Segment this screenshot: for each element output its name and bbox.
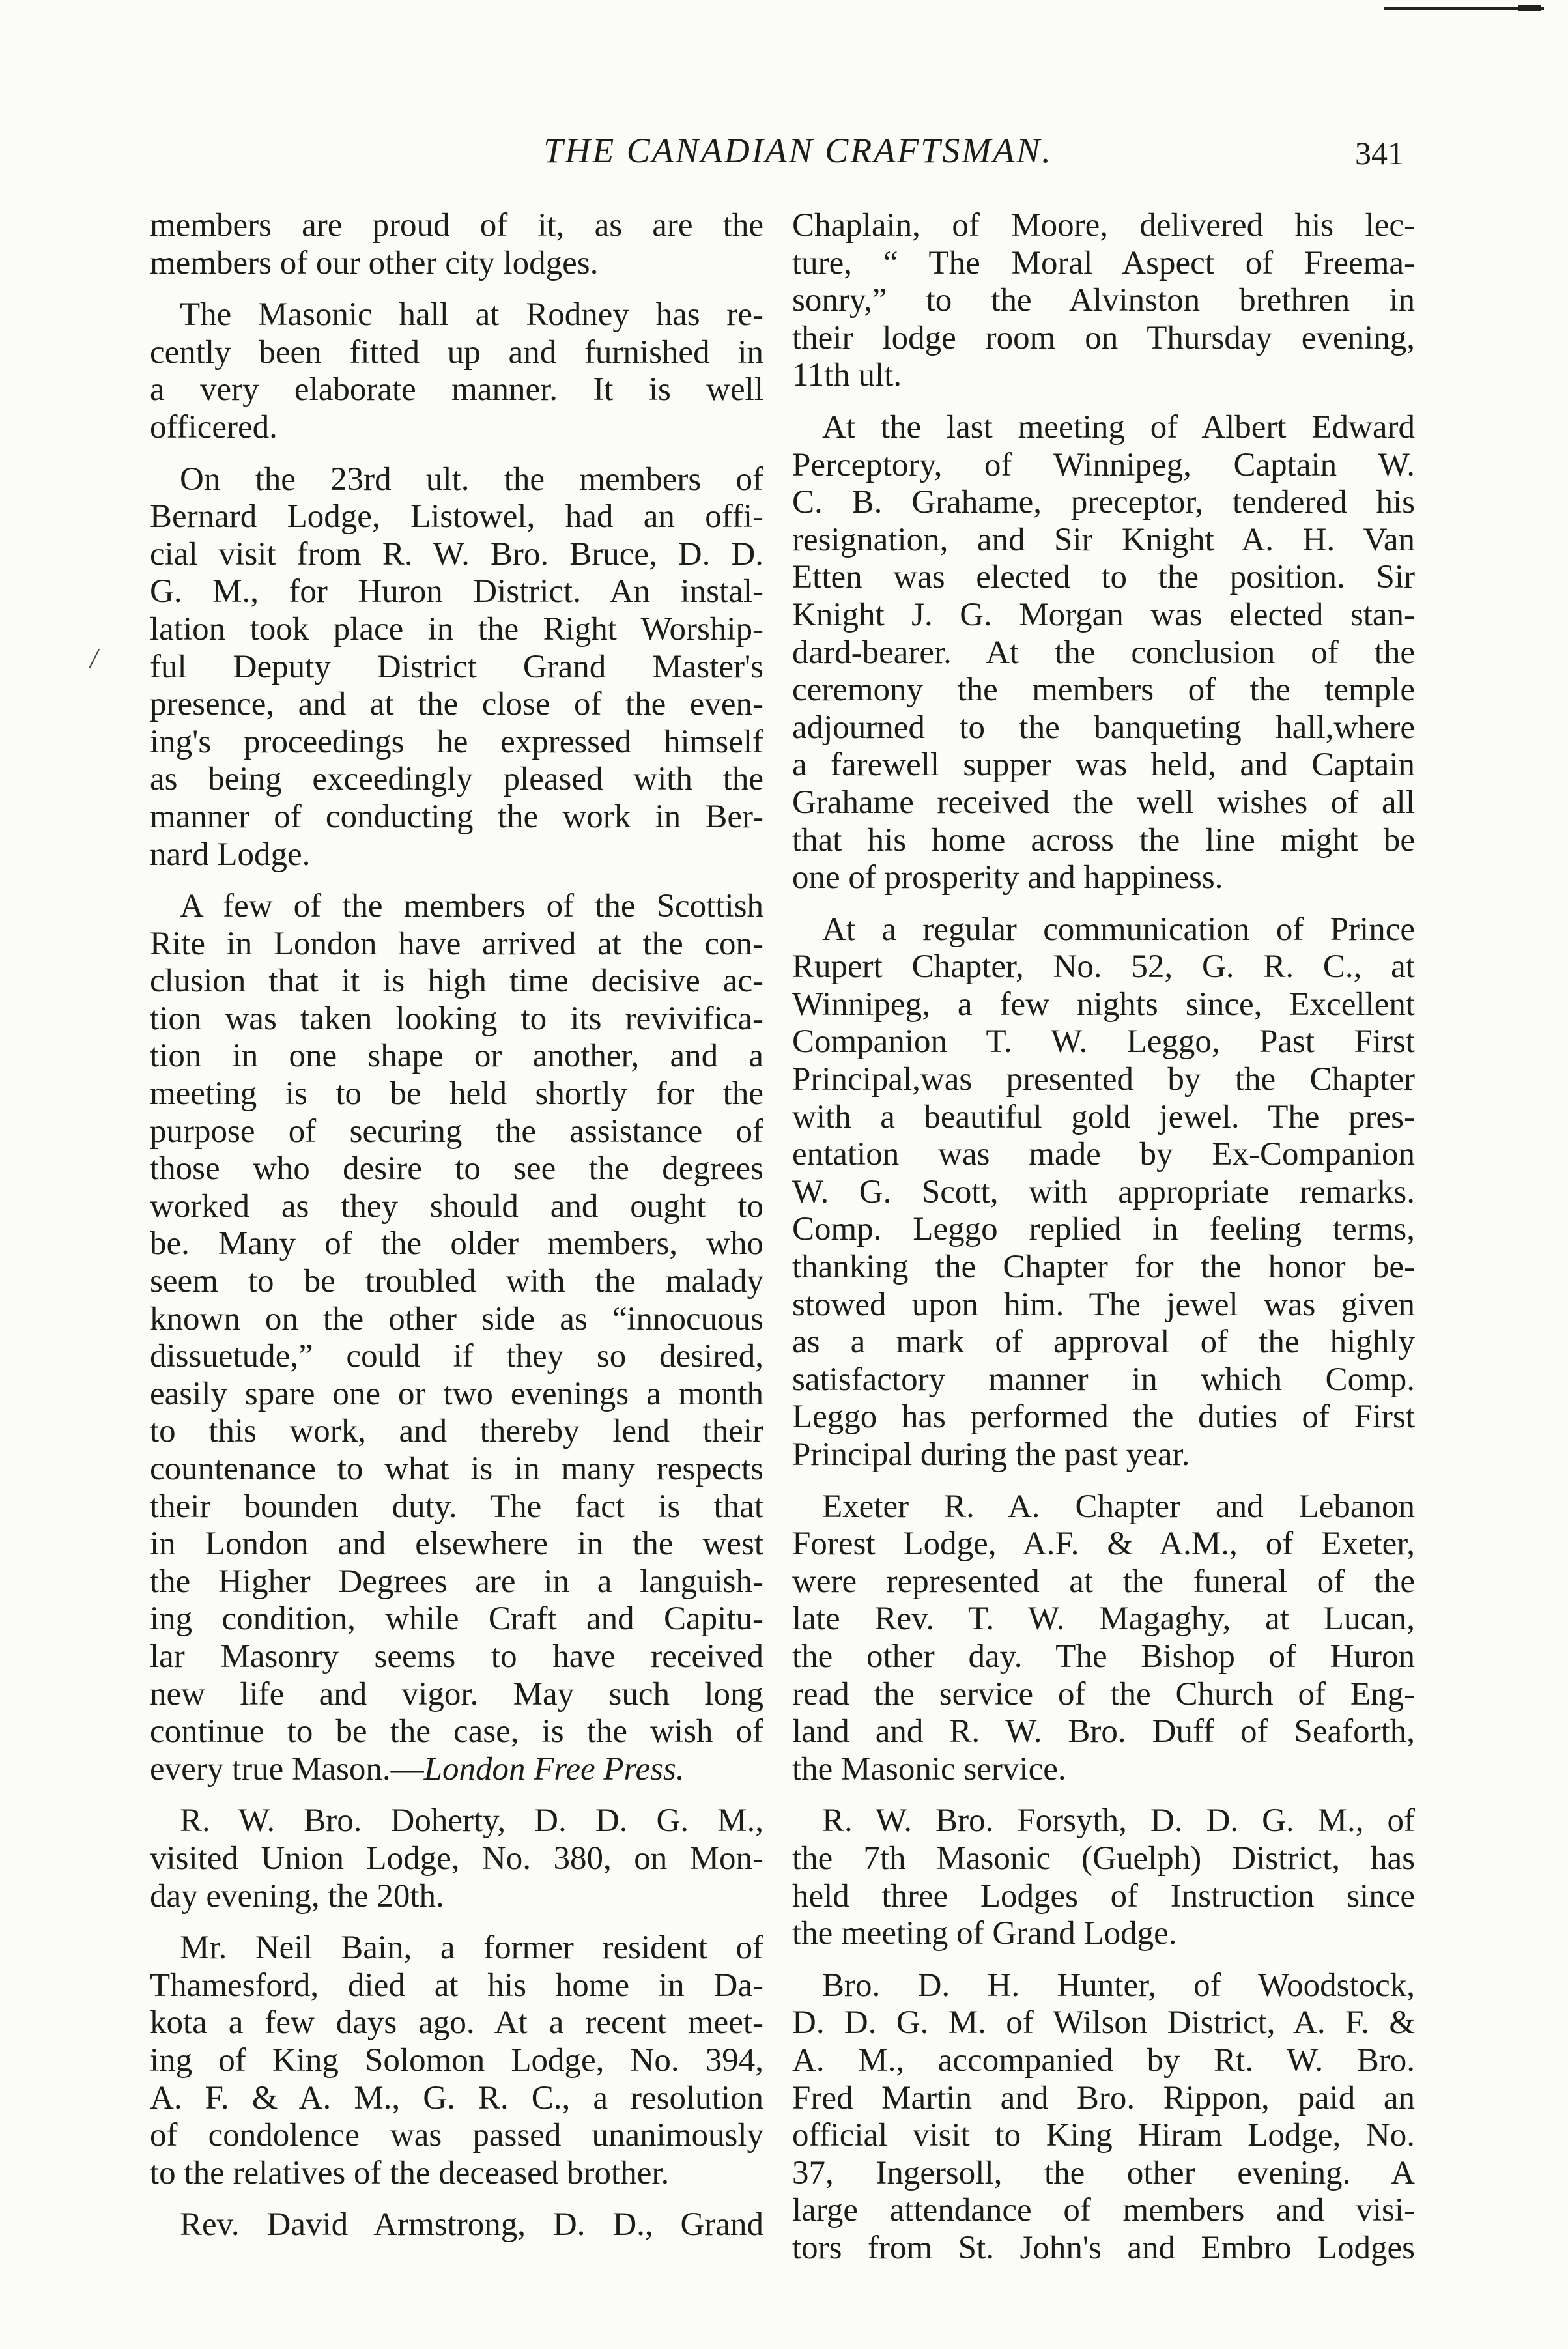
text-line: ing condition, while Craft and Capitu- — [150, 1601, 763, 1638]
text-line: members are proud of it, as are the — [150, 207, 763, 244]
text-line: ture, “ The Moral Aspect of Freema- — [792, 244, 1415, 281]
text-line: as being exceedingly pleased with the — [150, 761, 763, 798]
text-line: manner of conducting the work in Ber- — [150, 798, 763, 835]
text-line: the Masonic service. — [792, 1750, 1066, 1787]
text-line: their bounden duty. The fact is that — [150, 1488, 763, 1525]
paragraph — [150, 1929, 763, 2192]
text-line: to this work, and thereby lend their — [150, 1413, 763, 1450]
text-line: easily spare one or two evenings a month — [150, 1375, 763, 1412]
text-line: Exeter R. A. Chapter and Lebanon — [822, 1488, 1415, 1525]
text-line: 37, Ingersoll, the other evening. A — [792, 2154, 1415, 2191]
text-line: clusion that it is high time decisive ac- — [150, 963, 763, 1000]
text-line: as a mark of approval of the highly — [792, 1324, 1415, 1361]
text-line: dard-bearer. At the conclusion of the — [792, 634, 1415, 671]
text-line: W. G. Scott, with appropriate remarks. — [792, 1173, 1415, 1210]
text-line: known on the other side as “innocuous — [150, 1300, 763, 1337]
text-line: countenance to what is in many respects — [150, 1451, 763, 1487]
text-line — [150, 1751, 763, 1789]
paragraph — [150, 296, 763, 446]
text-line: ing's proceedings he expressed himself — [150, 723, 763, 760]
text-line: Rev. David Armstrong, D. D., Grand — [180, 2206, 763, 2243]
text-line: Perceptory, of Winnipeg, Captain W. — [792, 446, 1415, 483]
text-segment: every true Mason.— — [150, 1750, 424, 1787]
top-rule-mark — [1518, 5, 1541, 11]
text-line: that his home across the line might be — [792, 821, 1415, 859]
paragraph — [150, 461, 763, 874]
text-line: of condolence was passed unanimously — [150, 2117, 763, 2154]
text-line: to the relatives of the deceased brother. — [150, 2154, 670, 2191]
text-line: late Rev. T. W. Magaghy, at Lucan, — [792, 1601, 1415, 1638]
journal-title: THE CANADIAN CRAFTSMAN. — [543, 131, 1053, 170]
text-line: D. D. G. M. of Wilson District, A. F. & — [792, 2004, 1415, 2042]
text-line: the meeting of Grand Lodge. — [792, 1915, 1177, 1952]
text-line: Principal,was presented by the Chapter — [792, 1061, 1415, 1098]
text-line: Knight J. G. Morgan was elected stan- — [792, 596, 1415, 633]
text-line: officered. — [150, 408, 278, 446]
text-line: At a regular communication of Prince — [822, 911, 1415, 948]
paragraph — [792, 1967, 1415, 2268]
text-line: R. W. Bro. Doherty, D. D. G. M., — [180, 1802, 763, 1840]
paragraph — [792, 911, 1415, 1474]
text-line: with a beautiful gold jewel. The pres- — [792, 1098, 1415, 1135]
text-line: day evening, the 20th. — [150, 1877, 444, 1915]
text-line: kota a few days ago. At a recent meet- — [150, 2004, 763, 2042]
text-line: visited Union Lodge, No. 380, on Mon- — [150, 1840, 763, 1877]
text-line: were represented at the funeral of the — [792, 1563, 1415, 1600]
text-line: continue to be the case, is the wish of — [150, 1713, 763, 1750]
text-line: G. M., for Huron District. An instal- — [150, 573, 763, 610]
text-line: Comp. Leggo replied in feeling terms, — [792, 1211, 1415, 1248]
text-line: tors from St. John's and Embro Lodges — [792, 2229, 1415, 2266]
text-line: At the last meeting of Albert Edward — [822, 408, 1415, 446]
text-line: worked as they should and ought to — [150, 1188, 763, 1225]
text-line: satisfactory manner in which Comp. — [792, 1361, 1415, 1398]
text-line: a farewell supper was held, and Captain — [792, 747, 1415, 784]
text-line: Rite in London have arrived at the con- — [150, 925, 763, 962]
text-line: a very elaborate manner. It is well — [150, 371, 763, 408]
text-line: be. Many of the older members, who — [150, 1225, 763, 1262]
text-line: On the 23rd ult. the members of — [180, 461, 763, 498]
text-line: Fred Martin and Bro. Rippon, paid an — [792, 2079, 1415, 2116]
text-line: ful Deputy District Grand Master's — [150, 648, 763, 685]
paragraph — [150, 2206, 763, 2244]
text-line: nard Lodge. — [150, 836, 311, 873]
page-number: 341 — [1355, 135, 1404, 171]
text-line: new life and vigor. May such long — [150, 1675, 763, 1713]
text-line: the other day. The Bishop of Huron — [792, 1638, 1415, 1675]
text-line: cial visit from R. W. Bro. Bruce, D. D. — [150, 535, 763, 573]
source-citation: London Free Press. — [423, 1750, 685, 1787]
text-line: the Higher Degrees are in a languish- — [150, 1563, 763, 1600]
text-line: 11th ult. — [792, 357, 902, 394]
text-line: resignation, and Sir Knight A. H. Van — [792, 521, 1415, 558]
text-line: Grahame received the well wishes of all — [792, 784, 1415, 821]
text-line: R. W. Bro. Forsyth, D. D. G. M., of — [822, 1802, 1415, 1840]
margin-mark: / — [90, 642, 98, 674]
text-line: the 7th Masonic (Guelph) District, has — [792, 1840, 1415, 1877]
text-line: Mr. Neil Bain, a former resident of — [180, 1929, 763, 1967]
left-column — [150, 207, 763, 2258]
text-line: adjourned to the banqueting hall,where — [792, 709, 1415, 746]
text-line: presence, and at the close of the even- — [150, 686, 763, 723]
text-line: lar Masonry seems to have received — [150, 1638, 763, 1675]
paragraph — [150, 207, 763, 282]
text-line: purpose of securing the assistance of — [150, 1113, 763, 1150]
text-line: Leggo has performed the duties of First — [792, 1399, 1415, 1436]
text-line: one of prosperity and happiness. — [792, 859, 1223, 896]
text-line: A. F. & A. M., G. R. C., a resolution — [150, 2079, 763, 2116]
text-line: Principal during the past year. — [792, 1436, 1190, 1473]
text-line: dissuetude,” could if they so desired, — [150, 1338, 763, 1375]
text-line: official visit to King Hiram Lodge, No. — [792, 2117, 1415, 2154]
text-line: Companion T. W. Leggo, Past First — [792, 1023, 1415, 1061]
text-line: Forest Lodge, A.F. & A.M., of Exeter, — [792, 1526, 1415, 1563]
text-line: lation took place in the Right Worship- — [150, 610, 763, 648]
text-line: Bro. D. H. Hunter, of Woodstock, — [822, 1967, 1415, 2004]
text-line: seem to be troubled with the malady — [150, 1263, 763, 1300]
text-line: held three Lodges of Instruction since — [792, 1877, 1415, 1915]
text-line: tion in one shape or another, and a — [150, 1038, 763, 1075]
paragraph — [150, 1802, 763, 1915]
text-line: stowed upon him. The jewel was given — [792, 1286, 1415, 1323]
paragraph — [792, 207, 1415, 395]
paragraph — [792, 1488, 1415, 1789]
text-line: read the service of the Church of Eng- — [792, 1675, 1415, 1713]
paragraph — [150, 888, 763, 1788]
paragraph — [792, 1802, 1415, 1952]
running-header — [0, 130, 1568, 176]
right-column — [792, 207, 1415, 2281]
text-line: Bernard Lodge, Listowel, had an offi- — [150, 498, 763, 535]
text-line: land and R. W. Bro. Duff of Seaforth, — [792, 1713, 1415, 1750]
text-line: tion was taken looking to its revivifica- — [150, 1000, 763, 1037]
text-line: large attendance of members and visi- — [792, 2192, 1415, 2229]
text-line: Chaplain, of Moore, delivered his lec- — [792, 207, 1415, 244]
text-line: meeting is to be held shortly for the — [150, 1075, 763, 1113]
text-line: Etten was elected to the position. Sir — [792, 559, 1415, 596]
text-line: ing of King Solomon Lodge, No. 394, — [150, 2042, 763, 2079]
text-line: their lodge room on Thursday evening, — [792, 319, 1415, 356]
text-line: A few of the members of the Scottish — [180, 888, 763, 925]
text-line: A. M., accompanied by Rt. W. Bro. — [792, 2042, 1415, 2079]
text-line: those who desire to see the degrees — [150, 1150, 763, 1188]
text-line: C. B. Grahame, preceptor, tendered his — [792, 484, 1415, 521]
text-line: entation was made by Ex-Companion — [792, 1136, 1415, 1173]
text-line: The Masonic hall at Rodney has re- — [180, 296, 763, 334]
text-line: Winnipeg, a few nights since, Excellent — [792, 986, 1415, 1023]
text-line: cently been fitted up and furnished in — [150, 334, 763, 371]
text-line: thanking the Chapter for the honor be- — [792, 1249, 1415, 1286]
text-line: Rupert Chapter, No. 52, G. R. C., at — [792, 948, 1415, 986]
text-line: members of our other city lodges. — [150, 244, 599, 281]
text-line: sonry,” to the Alvinston brethren in — [792, 282, 1415, 319]
text-line: Thamesford, died at his home in Da- — [150, 1967, 763, 2004]
paragraph — [792, 409, 1415, 897]
text-line: ceremony the members of the temple — [792, 672, 1415, 709]
text-line: in London and elsewhere in the west — [150, 1526, 763, 1563]
